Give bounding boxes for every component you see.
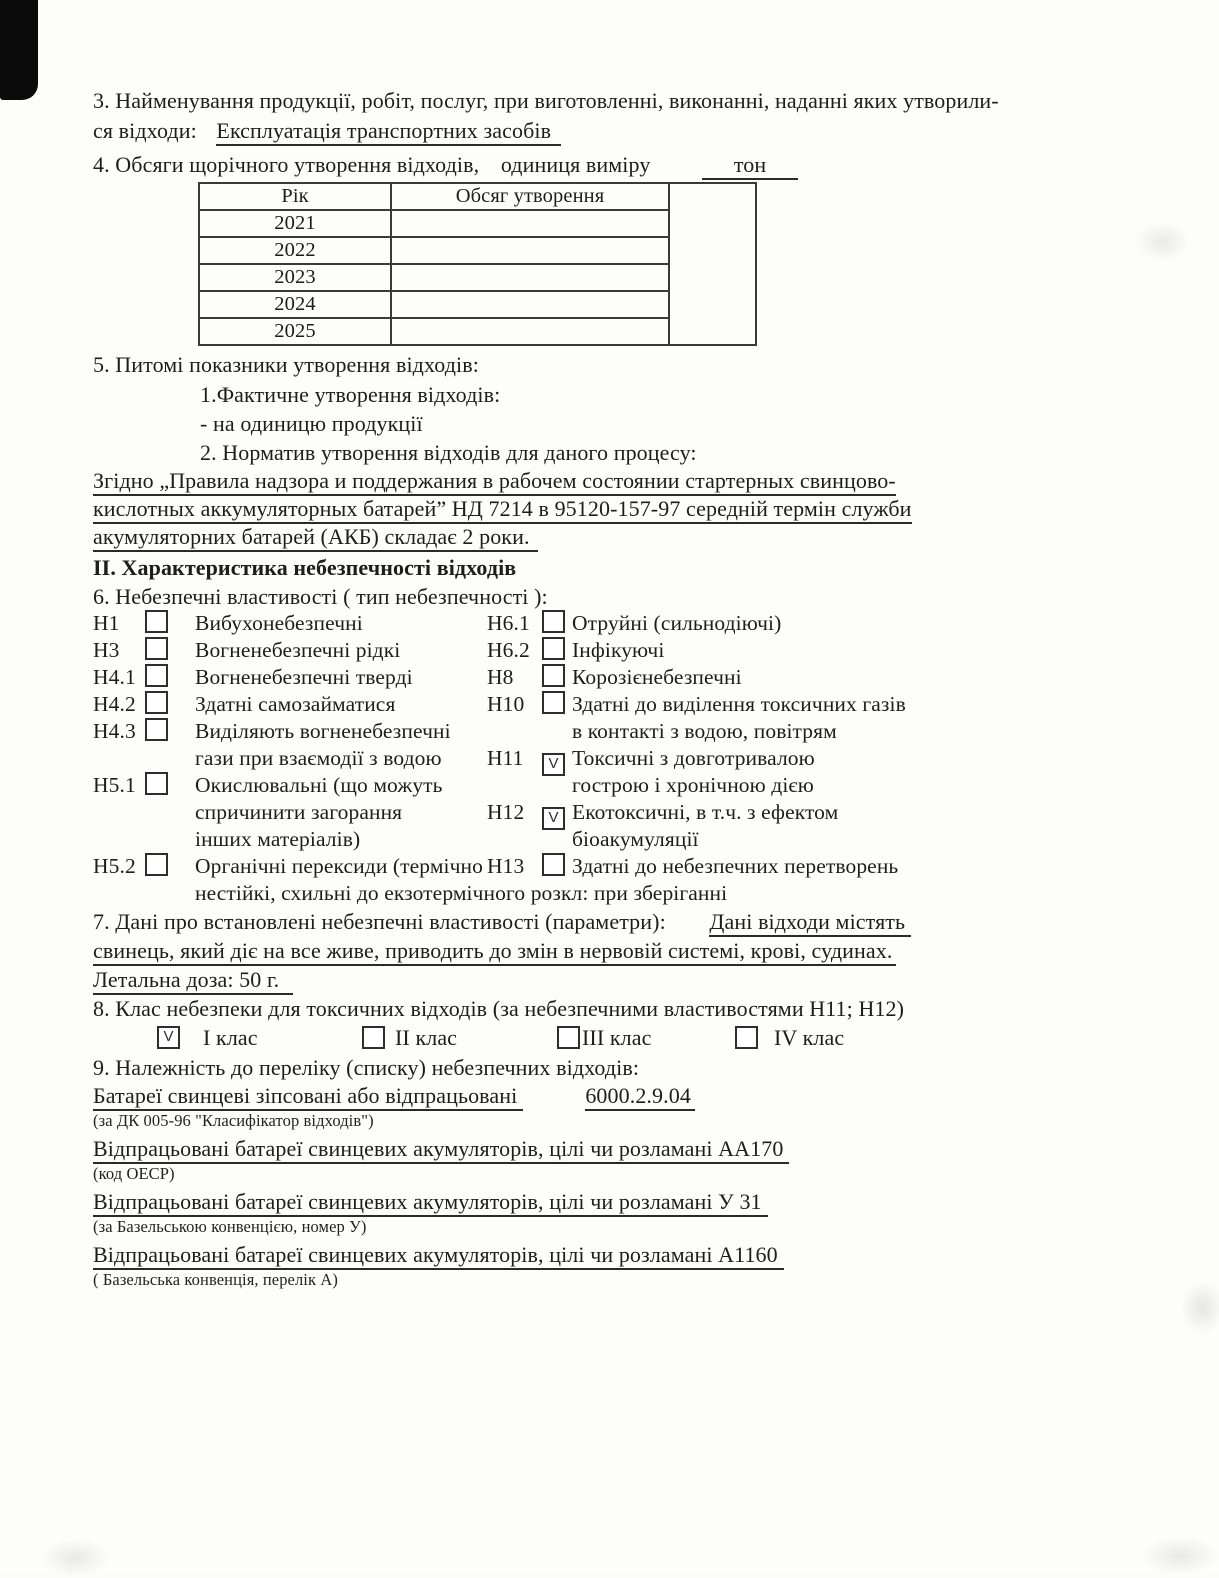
item5-dash: - на одиницю продукції (200, 411, 423, 436)
hazard-label-continuation: спричинити загорання (195, 800, 403, 824)
class-2-label: ІІ клас (395, 1025, 458, 1050)
year-cell: 2025 (199, 318, 391, 345)
checkbox-h11[interactable]: V (542, 753, 565, 776)
hazard-code-h10: Н10 (487, 692, 525, 716)
hazard-code-h4-3: Н4.3 (93, 719, 136, 743)
hazard-code-h11: Н11 (487, 746, 524, 770)
entry-note: (код ОЕСР) (93, 1164, 175, 1183)
hazard-code-h13: Н13 (487, 854, 525, 878)
form-content (93, 86, 1143, 1294)
hazard-label: Вогненебезпечні тверді (195, 665, 413, 689)
item7-label: 7. Дані про встановлені небезпечні властивості (параметри): (93, 909, 666, 934)
item3-line1: 3. Найменування продукції, робіт, послуг, при виготовленні, виконанні, наданні яких утворили- (93, 88, 999, 113)
hazard-code-h12: Н12 (487, 800, 525, 824)
hazard-label: Токсичні з довготривалою (572, 746, 815, 770)
volume-cell[interactable] (391, 210, 669, 237)
hazard-line (93, 880, 1143, 907)
hazard-code-h1: Н1 (93, 611, 120, 635)
checkbox-h1[interactable] (145, 610, 168, 633)
item7-line3 (93, 965, 1143, 994)
table-header-row (199, 183, 756, 210)
checkbox-h6-1[interactable] (542, 610, 565, 633)
hazard-code-h4-1: Н4.1 (93, 665, 136, 689)
checkbox-class-2[interactable] (362, 1026, 385, 1049)
hazard-line (93, 664, 1143, 691)
year-cell: 2022 (199, 237, 391, 264)
hazard-class-options (93, 1023, 1143, 1053)
checkbox-h8[interactable] (542, 664, 565, 687)
item6-title: 6. Небезпечні властивості ( тип небезпечності ): (93, 584, 548, 609)
item3-line2 (93, 116, 1143, 146)
scan-corner-artifact (0, 0, 38, 100)
checkbox-h4-3[interactable] (145, 718, 168, 741)
hazard-line (93, 853, 1143, 880)
checkbox-h6-2[interactable] (542, 637, 565, 660)
item5-sub1: 1.Фактичне утворення відходів: (200, 382, 501, 407)
header-year: Рік (199, 183, 391, 210)
header-volume: Обсяг утворення (391, 183, 669, 210)
scan-smudge (1135, 222, 1190, 262)
hazard-code-h3: Н3 (93, 638, 120, 662)
hazard-label-continuation: нестійкі, схильні до екзотермічного розкл: при зберіганні (195, 881, 728, 905)
entry-text: Батареї свинцеві зіпсовані або відпрацьовані (93, 1083, 523, 1111)
item5-note1-line (93, 467, 1143, 495)
entry-note: (за Базельською конвенцією, номер У) (93, 1217, 367, 1236)
hazard-label: Здатні до виділення токсичних газів (572, 692, 906, 716)
hazard-label: Інфікуючі (572, 638, 665, 662)
volume-cell[interactable] (391, 237, 669, 264)
hazard-label: Здатні самозайматися (195, 692, 396, 716)
scan-smudge (1180, 1280, 1219, 1335)
hazard-code-h5-1: Н5.1 (93, 773, 136, 797)
item7-line1 (93, 907, 1143, 936)
item5-note3: акумуляторних батарей (АКБ) складає 2 роки. (93, 524, 538, 552)
waste-origin-value: Експлуатація транспортних засобів (216, 118, 561, 146)
hazard-code-h4-2: Н4.2 (93, 692, 136, 716)
hazard-label-continuation: гострою і хронічною дією (572, 773, 814, 797)
checkbox-h13[interactable] (542, 853, 565, 876)
hazard-label-continuation: інших матеріалів) (195, 827, 361, 851)
year-cell: 2024 (199, 291, 391, 318)
hazard-label: Органічні перексиди (термічно (195, 854, 483, 878)
hazard-label-continuation: в контакті з водою, повітрям (572, 719, 837, 743)
hazard-label: Здатні до небезпечних перетворень (572, 854, 899, 878)
item5-note3-line (93, 523, 1143, 551)
hazard-line (93, 637, 1143, 664)
entry-text: Відпрацьовані батареї свинцевих акумуляторів, цілі чи розламані У 31 (93, 1189, 768, 1217)
table-side-cell (669, 183, 756, 345)
checkbox-h10[interactable] (542, 691, 565, 714)
entry-note: (за ДК 005-96 "Класифікатор відходів") (93, 1111, 374, 1130)
checkbox-class-1[interactable]: V (157, 1026, 180, 1049)
checkbox-class-4[interactable] (735, 1026, 758, 1049)
item4-label: 4. Обсяги щорічного утворення відходів, (93, 152, 480, 177)
item4-line (93, 150, 1143, 180)
volume-cell[interactable] (391, 318, 669, 345)
item7-value3: Летальна доза: 50 г. (93, 967, 293, 995)
checkbox-h3[interactable] (145, 637, 168, 660)
entry-note: ( Базельська конвенція, перелік А) (93, 1270, 338, 1289)
hazard-line (93, 718, 1143, 745)
year-cell: 2023 (199, 264, 391, 291)
waste-origin-label: ся відходи: (93, 118, 197, 143)
item9-title: 9. Належність до переліку (списку) небезпечних відходів: (93, 1055, 640, 1080)
item8-title: 8. Клас небезпеки для токсичних відходів (за небезпечними властивостями Н11; Н12) (93, 996, 905, 1021)
hazard-line (93, 691, 1143, 718)
item5-note2: кислотных аккумуляторных батарей” НД 7214 в 95120-157-97 середній термін служби (93, 496, 912, 524)
item5-title: 5. Питомі показники утворення відходів: (93, 352, 479, 377)
item7-value1: Дані відходи містять (709, 909, 911, 937)
checkbox-h4-2[interactable] (145, 691, 168, 714)
checkbox-h12[interactable]: V (542, 807, 565, 830)
checkbox-class-3[interactable] (557, 1026, 580, 1049)
hazard-label-continuation: біоакумуляції (572, 827, 699, 851)
hazard-line (93, 610, 1143, 637)
hazard-code-h6-1: Н6.1 (487, 611, 530, 635)
item7-value2: свинець, який діє на все живе, приводить до змін в нервовій системі, крові, судинах. (93, 938, 896, 966)
class-4-label: IV клас (774, 1025, 845, 1050)
hazard-code-h5-2: Н5.2 (93, 854, 136, 878)
hazard-label-continuation: гази при взаємодії з водою (195, 746, 442, 770)
hazard-label: Отруйні (сильнодіючі) (572, 611, 782, 635)
volume-cell[interactable] (391, 264, 669, 291)
unit-of-measure-value: тон (702, 152, 798, 180)
volume-cell[interactable] (391, 291, 669, 318)
hazard-label: Корозієнебезпечні (572, 665, 742, 689)
item5-note2-line (93, 495, 1143, 523)
item7-line2 (93, 936, 1143, 965)
waste-list-entry (93, 1188, 1143, 1215)
hazard-line (93, 772, 1143, 799)
hazard-label: Вибухонебезпечні (195, 611, 363, 635)
scan-smudge (40, 1538, 110, 1578)
class-3-label: ІІІ клас (582, 1025, 652, 1050)
checkbox-h4-1[interactable] (145, 664, 168, 687)
waste-list-entry (93, 1241, 1143, 1268)
section2-title: ІІ. Характеристика небезпечності відходів (93, 555, 517, 580)
hazard-code-h8: Н8 (487, 665, 514, 689)
entry-code: 6000.2.9.04 (585, 1083, 695, 1111)
waste-list-entry (93, 1135, 1143, 1162)
entry-text: Відпрацьовані батареї свинцевих акумуляторів, цілі чи розламані АА170 (93, 1136, 789, 1164)
checkbox-h5-2[interactable] (145, 853, 168, 876)
hazard-code-h6-2: Н6.2 (487, 638, 530, 662)
unit-of-measure-label: одиниця виміру (500, 152, 651, 177)
checkbox-h5-1[interactable] (145, 772, 168, 795)
hazard-label: Екотоксичні, в т.ч. з ефектом (572, 800, 839, 824)
hazard-label: Окислювальні (що можуть (195, 773, 443, 797)
year-cell: 2021 (199, 210, 391, 237)
item5-note1: Згідно „Правила надзора и поддержания в рабочем состоянии стартерных свинцово- (93, 468, 896, 496)
entry-text: Відпрацьовані батареї свинцевих акумуляторів, цілі чи розламані А1160 (93, 1242, 784, 1270)
annual-volume-table (198, 182, 757, 346)
hazard-properties (93, 610, 1143, 907)
waste-list-entry (93, 1082, 1143, 1109)
hazard-line (93, 799, 1143, 826)
hazard-line (93, 745, 1143, 772)
hazard-label: Виділяють вогненебезпечні (195, 719, 451, 743)
hazard-line (93, 826, 1143, 853)
class-1-label: І клас (203, 1025, 258, 1050)
item5-sub2: 2. Норматив утворення відходів для даного процесу: (200, 440, 697, 465)
hazard-label: Вогненебезпечні рідкі (195, 638, 401, 662)
scan-smudge (1140, 1536, 1219, 1576)
